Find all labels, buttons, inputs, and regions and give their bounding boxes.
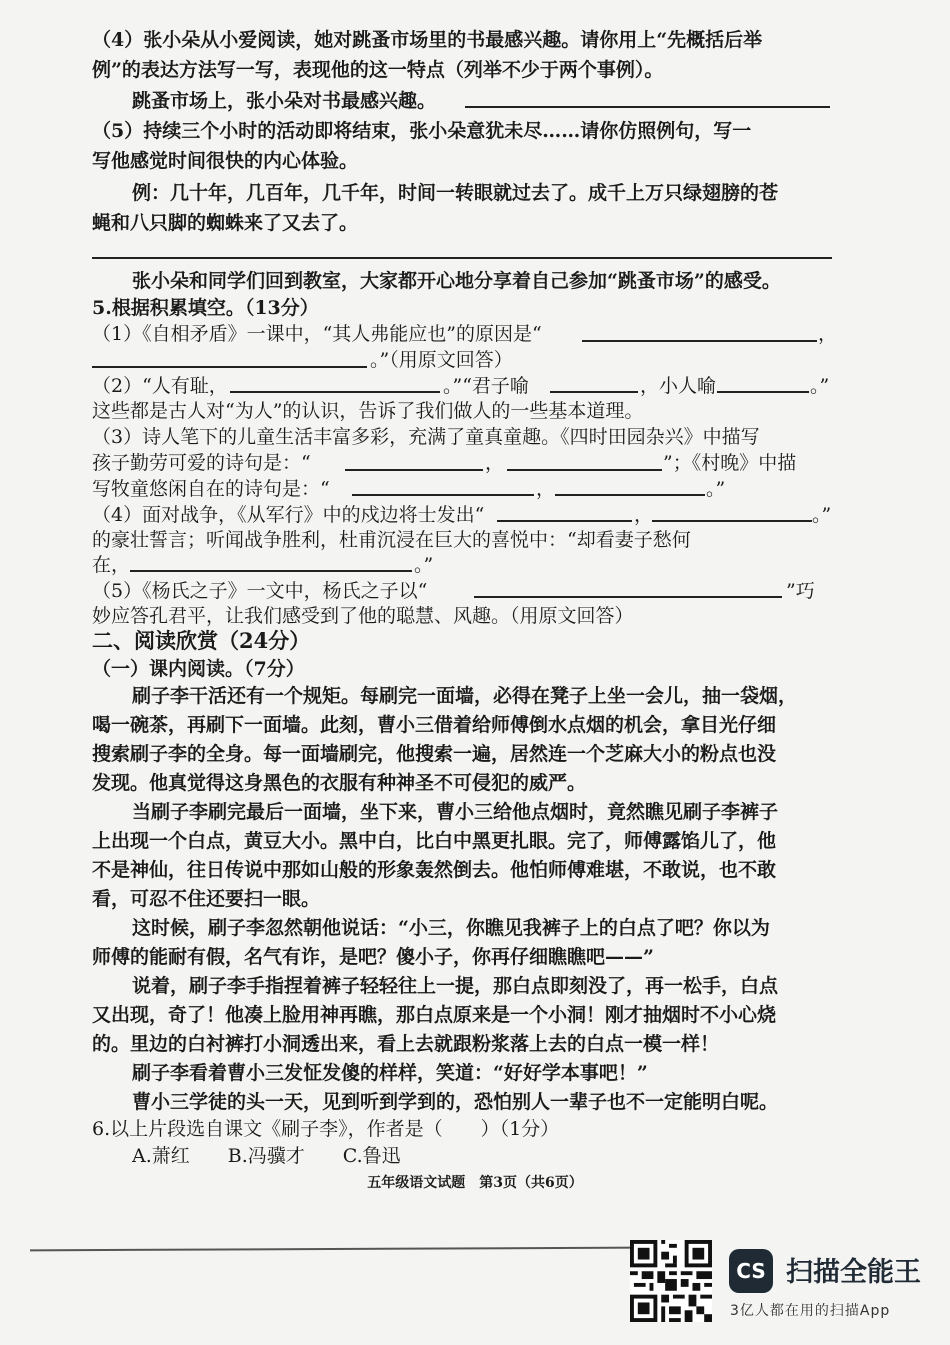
answer-blank[interactable] [465, 106, 830, 108]
fill-2-part-c: ，小人喻 [640, 375, 717, 397]
example-sentence-line-2: 蝇和八只脚的蜘蛛来了又去了。 [92, 212, 359, 234]
fill-3-blank-c[interactable] [352, 494, 534, 496]
passage-line: 刷子李看着曹小三发怔发傻的样样，笑道：“好好学本事吧！” [132, 1062, 648, 1084]
passage-line: 搜索刷子李的全身。每一面墙刷完，他搜索一遍，居然连一个芝麻大小的粉点也没 [92, 743, 777, 765]
question-5-line-1: （5）持续三个小时的活动即将结束，张小朵意犹未尽……请你仿照例句，写一 [92, 120, 752, 142]
fill-2-blank-c[interactable] [717, 391, 809, 393]
fill-2-part-d: 。” [810, 375, 830, 397]
fill-2-blank-b[interactable] [550, 391, 638, 393]
fill-3-blank-a[interactable] [345, 469, 483, 471]
fill-4-blank-c[interactable] [130, 570, 412, 572]
fill-3-line-1: （3）诗人笔下的儿童生活丰富多彩，充满了童真童趣。《四时田园杂兴》中描写 [92, 426, 760, 448]
fill-1-suffix: 。”（用原文回答） [370, 349, 513, 371]
fill-4-part-a: （4）面对战争，《从军行》中的戍边将士发出“ [92, 504, 485, 526]
fill-3-part-c: ”；《村晚》中描 [663, 452, 797, 474]
question-6-options[interactable]: A.萧红 B.冯骥才 C.鲁迅 [132, 1145, 401, 1167]
passage-line: 上出现一个白点，黄豆大小。黑中白，比白中黑更扎眼。完了，师傅露馅儿了，他 [92, 830, 777, 852]
passage-line: 曹小三学徒的头一天，见到听到学到的，恐怕别人一辈子也不一定能明白呢。 [132, 1091, 779, 1113]
page-footer: 五年级语文试题 第3页（共6页） [367, 1175, 583, 1191]
fill-3-part-a: 孩子勤劳可爱的诗句是：“ [92, 452, 311, 474]
section-2-heading: 二、阅读欣赏（24分） [92, 628, 311, 653]
fill-4-part-d: 在， [92, 554, 131, 576]
fill-2-part-a: （2）“人有耻， [92, 375, 228, 397]
fill-3-part-e: 。” [706, 478, 726, 500]
passage-line: 的。里边的白衬裤打小洞透出来，看上去就跟粉浆落上去的白点一模一样！ [92, 1033, 720, 1055]
fill-3-comma-b: ， [536, 478, 556, 500]
passage-line: 不是神仙，往日传说中那如山般的形象轰然倒去。他怕师傅难堪，不敢说，也不敢 [92, 859, 777, 881]
question-5-line-2: 写他感觉时间很快的内心体验。 [92, 150, 359, 172]
watermark-brand: 扫描全能王 [786, 1257, 921, 1288]
fill-4-comma: ， [634, 504, 654, 526]
fill-4-blank-b[interactable] [652, 520, 812, 522]
passage-line: 这时候，刷子李忽然朝他说话：“小三，你瞧见我裤子上的白点了吧？你以为 [132, 917, 770, 939]
passage-line: 刷子李干活还有一个规矩。每刷完一面墙，必得在凳子上坐一会儿，抽一袋烟， [132, 685, 798, 707]
question-4-line-2: 例”的表达方法写一写，表现他的这一特点（列举不少于两个事例）。 [92, 59, 664, 81]
question-4-answer-prefix: 跳蚤市场上，张小朵对书最感兴趣。 [132, 90, 437, 112]
fill-2-blank-a[interactable] [230, 391, 440, 393]
passage-line: 发现。他真觉得这身黑色的衣服有种神圣不可侵犯的威严。 [92, 772, 587, 794]
fill-1-blank-b[interactable] [92, 366, 367, 368]
fill-3-comma-a: ， [485, 452, 505, 474]
fill-3-blank-b[interactable] [507, 469, 662, 471]
fill-1-blank-a[interactable] [582, 340, 817, 342]
passage-line: 说着，刷子李手指捏着裤子轻轻往上一提，那白点即刻没了，再一松手，白点 [132, 975, 779, 997]
passage-line: 喝一碗茶，再刷下一面墙。此刻，曹小三借着给师傅倒水点烟的机会，拿目光仔细 [92, 714, 777, 736]
fill-1-comma: ， [818, 323, 838, 345]
scan-edge-line [30, 1247, 640, 1252]
watermark-slogan: 3亿人都在用的扫描App [730, 1303, 891, 1319]
fill-4-part-e: 。” [414, 554, 434, 576]
fill-5-part-b: ”巧 [786, 580, 815, 602]
fill-4-line-2: 的豪壮誓言；听闻战争胜利，杜甫沉浸在巨大的喜悦中：“却看妻子愁何 [92, 529, 691, 551]
fill-2-note: 这些都是古人对“为人”的认识，告诉了我们做人的一些基本道理。 [92, 400, 644, 422]
passage-line: 又出现，奇了！他凑上脸用神再瞧，那白点原来是一个小洞！刚才抽烟时不小心烧 [92, 1004, 777, 1026]
transition-sentence: 张小朵和同学们回到教室，大家都开心地分享着自己参加“跳蚤市场”的感受。 [132, 270, 781, 292]
qr-code-icon [630, 1240, 712, 1322]
fill-4-part-c: 。” [812, 504, 832, 526]
fill-5-part-a: （5）《杨氏之子》一文中，杨氏之子以“ [92, 580, 428, 602]
fill-3-blank-d[interactable] [555, 494, 705, 496]
fill-3-part-d: 写牧童悠闲自在的诗句是：“ [92, 478, 330, 500]
section-5-title: 5.根据积累填空。（13分） [92, 297, 319, 319]
fill-4-blank-a[interactable] [497, 520, 632, 522]
answer-blank[interactable] [92, 257, 832, 259]
subsection-1-heading: （一）课内阅读。（7分） [92, 658, 305, 680]
example-sentence-line-1: 例：几十年，几百年，几千年，时间一转眼就过去了。成千上万只绿翅膀的苍 [132, 182, 779, 204]
passage-line: 当刷子李刷完最后一面墙，坐下来，曹小三给他点烟时，竟然瞧见刷子李裤子 [132, 801, 779, 823]
question-6: 6.以上片段选自课文《刷子李》，作者是（ ）（1分） [92, 1118, 560, 1140]
fill-5-line-2: 妙应答孔君平，让我们感受到了他的聪慧、风趣。（用原文回答） [92, 605, 634, 627]
fill-5-blank[interactable] [474, 596, 782, 598]
fill-1-prompt: （1）《自相矛盾》一课中，“其人弗能应也”的原因是“ [92, 323, 542, 345]
camscanner-logo-icon: CS [729, 1249, 773, 1293]
passage-line: 看，可忍不住还要扫一眼。 [92, 888, 321, 910]
passage-line: 师傅的能耐有假，名气有诈，是吧？傻小子，你再仔细瞧瞧吧——” [92, 946, 654, 968]
fill-2-part-b: 。”“君子喻 [443, 375, 529, 397]
question-4-line-1: （4）张小朵从小爱阅读，她对跳蚤市场里的书最感兴趣。请你用上“先概括后举 [92, 29, 763, 51]
